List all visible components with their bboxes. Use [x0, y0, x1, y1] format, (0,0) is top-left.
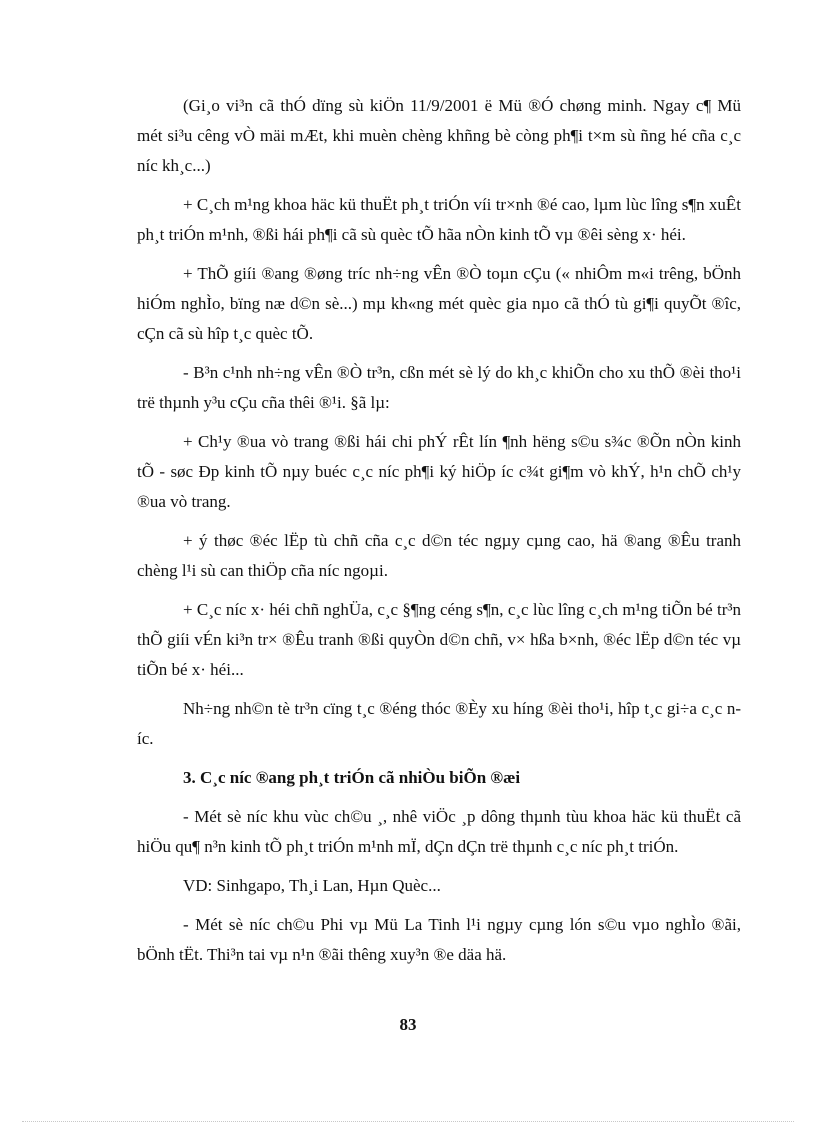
bottom-divider — [22, 1121, 794, 1122]
paragraph: + C¸ch m¹ng khoa häc kü thuËt ph¸t triÓn víi tr×nh ®é cao, lµm lùc lîng s¶n xuÊt ph¸t triÓn m¹nh, ®ßi hái ph¶i cã sù quèc tÕ hãa nÒn kinh tÕ vµ ®êi sèng x· héi. — [137, 195, 741, 244]
paragraph: + ý thøc ®éc lËp tù chñ cña c¸c d©n téc ngµy cµng cao, hä ®ang ®Êu tranh chèng l¹i sù can thiÖp cña níc ngoµi. — [137, 531, 741, 580]
paragraph: - B³n c¹nh nh÷ng vÊn ®Ò tr³n, cßn mét sè lý do kh¸c khiÕn cho xu thÕ ®èi tho¹i trë thµnh y³u cÇu cña thêi ®¹i. §ã lµ: — [137, 363, 741, 412]
page-number: 83 — [399, 1015, 417, 1034]
paragraph: - Mét sè níc ch©u Phi vµ Mü La Tinh l¹i ngµy cµng lón s©u vµo nghÌo ®ãi, bÖnh tËt. Thi³n tai vµ n¹n ®ãi thêng xuy³n ®e däa hä. — [137, 915, 741, 964]
section-heading: 3. C¸c níc ®ang ph¸t triÓn cã nhiÒu biÕn ®æi — [183, 768, 521, 787]
paragraph: Nh÷ng nh©n tè tr³n cïng t¸c ®éng thóc ®Èy xu híng ®èi tho¹i, hîp t¸c gi÷a c¸c níc. — [137, 699, 741, 748]
paragraph: (Gi¸o vi³n cã thÓ dïng sù kiÖn 11/9/2001 ë Mü ®Ó chøng minh. Ngay c¶ Mü mét si³u cêng vÒ mäi mÆt, khi muèn chèng khñng bè còng ph¶i t×m sù ñng hé cña c¸c níc kh¸c...) — [137, 96, 741, 175]
paragraph: - Mét sè níc khu vùc ch©u ¸, nhê viÖc ¸p dông thµnh tùu khoa häc kü thuËt cã hiÖu qu¶ n³n kinh tÕ ph¸t triÓn m¹nh mÏ, dÇn dÇn trë thµnh c¸c níc ph¸t triÓn. — [137, 807, 741, 856]
paragraph: + Ch¹y ®ua vò trang ®ßi hái chi phÝ rÊt lín ¶nh hëng s©u s¾c ®Õn nÒn kinh tÕ - søc Ðp kinh tÕ nµy buéc c¸c níc ph¶i ký hiÖp íc c¾t gi¶m vò khÝ, h¹n chÕ ch¹y ®ua vò trang. — [137, 432, 741, 511]
page-body — [137, 91, 741, 979]
paragraph: + ThÕ giíi ®ang ®øng tríc nh÷ng vÊn ®Ò toµn cÇu (« nhiÔm m«i trêng, bÖnh hiÓm nghÌo, bïng næ d©n sè...) mµ kh«ng mét quèc gia nµo cã thÓ tù gi¶i quyÕt ®îc, cÇn cã sù hîp t¸c quèc tÕ. — [137, 264, 741, 343]
paragraph: + C¸c níc x· héi chñ nghÜa, c¸c §¶ng céng s¶n, c¸c lùc lîng c¸ch m¹ng tiÕn bé tr³n thÕ giíi vÉn ki³n tr× ®Êu tranh ®ßi quyÒn d©n chñ, v× hßa b×nh, ®éc lËp d©n téc vµ tiÕn bé x· héi... — [137, 600, 741, 679]
paragraph: VD: Sinhgapo, Th¸i Lan, Hµn Quèc... — [183, 876, 441, 895]
